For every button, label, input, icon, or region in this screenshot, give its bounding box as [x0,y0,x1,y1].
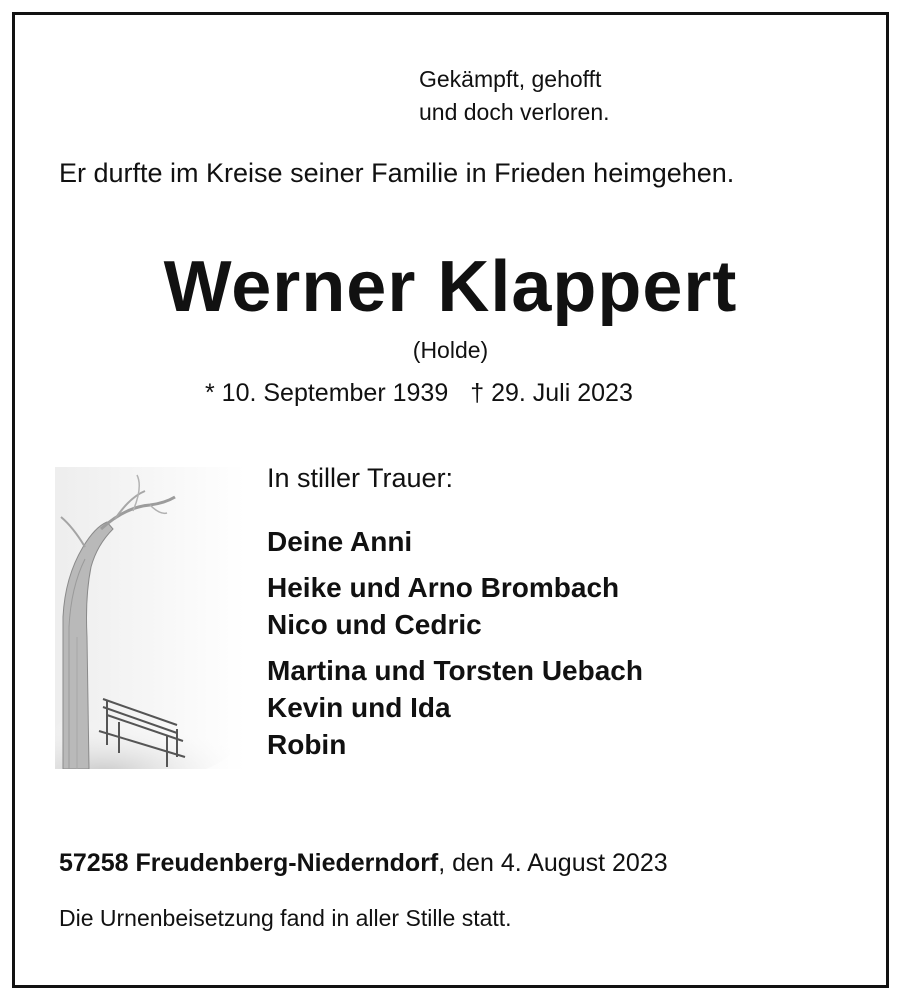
location: 57258 Freudenberg-Niederndorf [59,849,439,877]
motto-line-1: Gekämpft, gehofft [419,66,602,92]
tree-and-bench-illustration [55,467,245,769]
deceased-nickname: (Holde) [412,337,489,363]
motto [419,63,610,129]
place-and-date [59,849,668,878]
family-member: Nico und Cedric [267,609,482,640]
family-member: Deine Anni [267,526,413,557]
intro-text: Er durfte im Kreise seiner Familie in Frieden heimgehen. [59,158,735,188]
family-group [267,569,643,643]
deceased-name: Werner Klappert [163,247,738,327]
family-member: Kevin und Ida [267,692,451,723]
family-list [267,523,643,772]
life-dates [205,379,633,408]
obituary-frame [12,12,889,988]
death-date: † 29. Juli 2023 [470,379,633,407]
announcement-date: , den 4. August 2023 [438,849,668,877]
mourning-header: In stiller Trauer: [267,463,454,493]
family-member: Heike und Arno Brombach [267,572,620,603]
burial-note: Die Urnenbeisetzung fand in aller Stille statt. [59,905,512,931]
birth-date: * 10. September 1939 [205,379,449,407]
family-member: Martina und Torsten Uebach [267,655,643,686]
motto-line-2: und doch verloren. [419,99,610,125]
family-group [267,652,643,763]
family-member: Robin [267,729,347,760]
family-group [267,523,643,560]
